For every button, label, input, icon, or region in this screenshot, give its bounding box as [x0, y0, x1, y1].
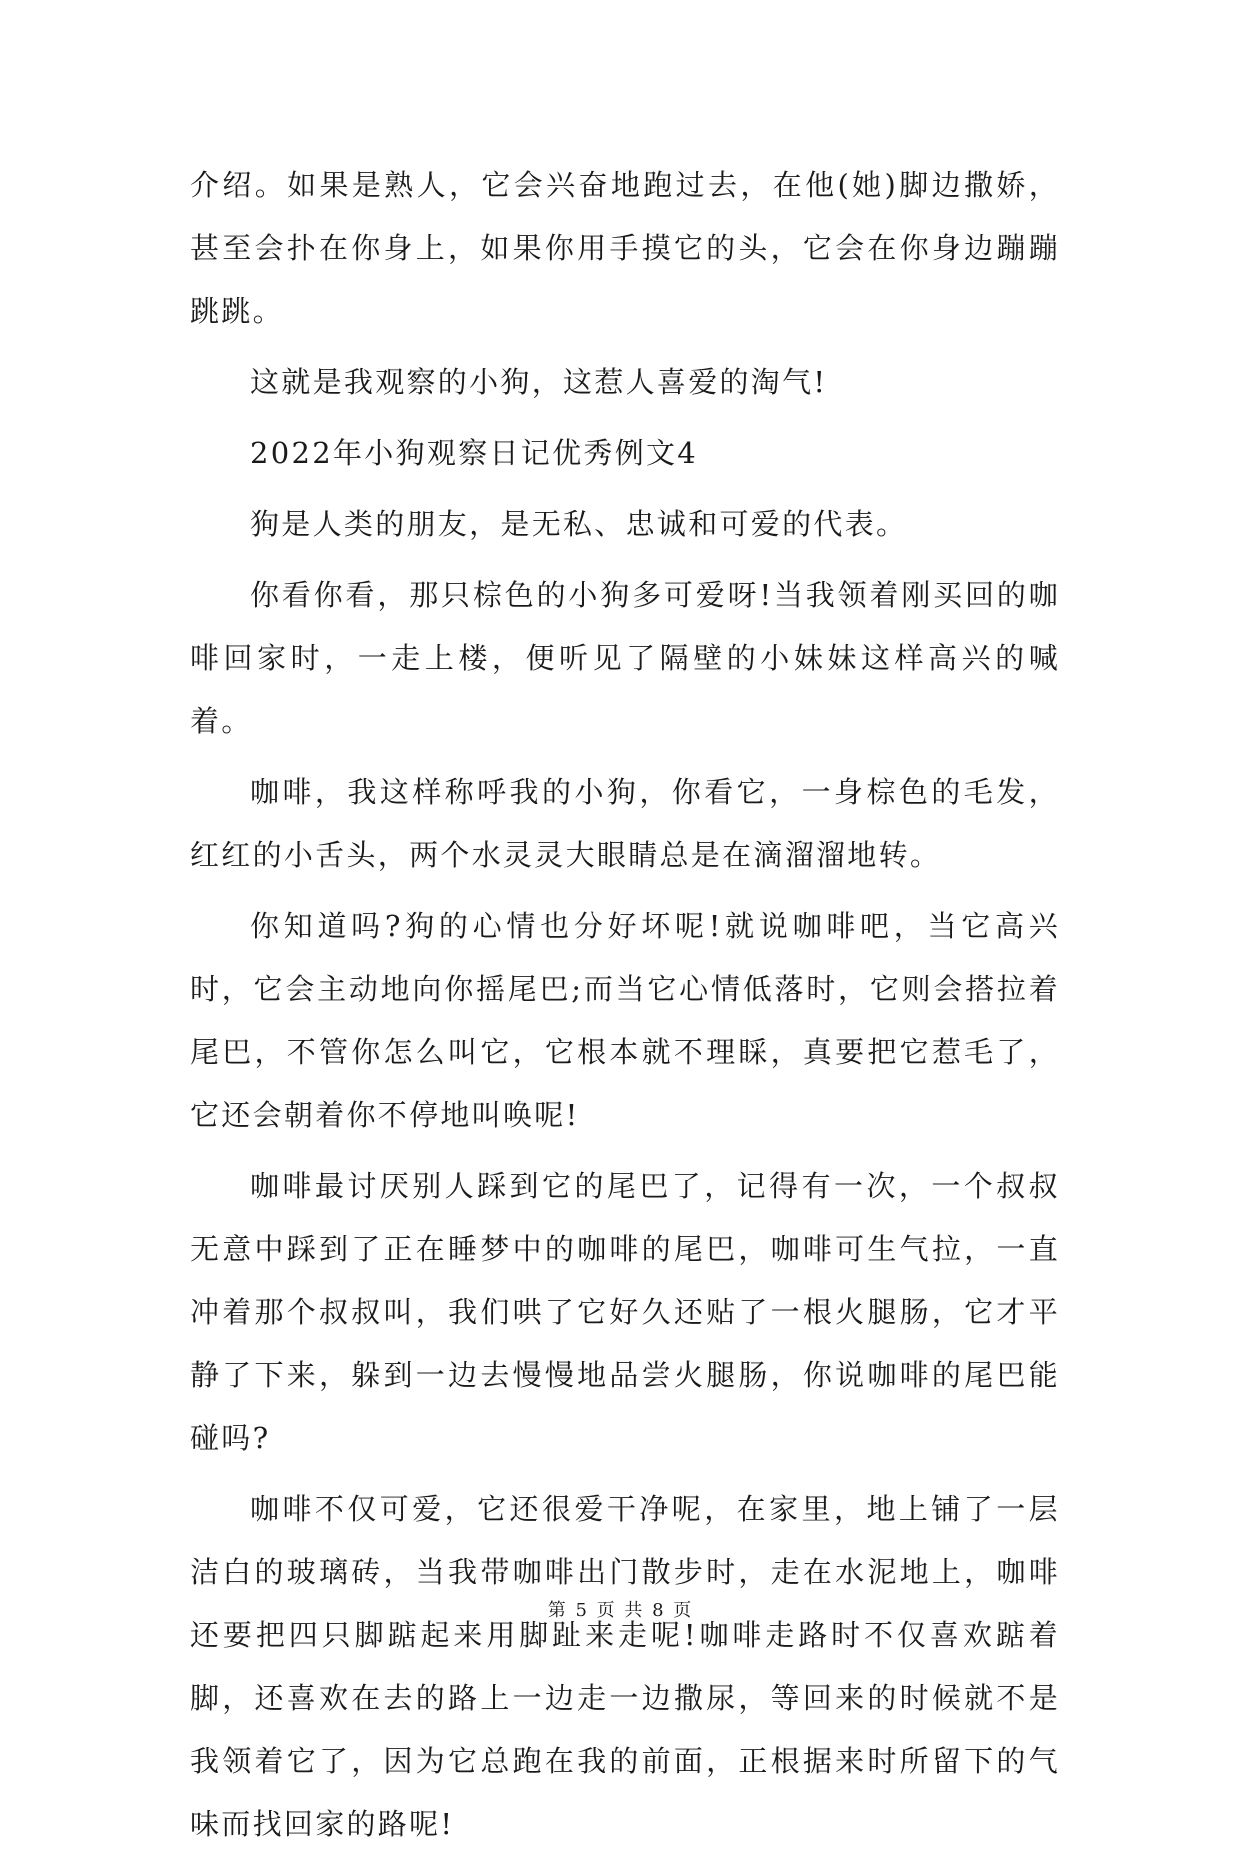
paragraph: 咖啡不仅可爱，它还很爱干净呢，在家里，地上铺了一层洁白的玻璃砖，当我带咖啡出门散步时，走在水泥地上，咖啡还要把四只脚踮起来用脚趾来走呢!咖啡走路时不仅喜欢踮着脚，还喜欢在去的路上一边走一边撒尿，等回来的时候就不是我领着它了，因为它总跑在我的前面，正根据来时所留下的气味而找回家的路呢!	[190, 1492, 1060, 1841]
paragraph: 你知道吗?狗的心情也分好坏呢!就说咖啡吧，当它高兴时，它会主动地向你摇尾巴;而当它心情低落时，它则会搭拉着尾巴，不管你怎么叫它，它根本就不理睬，真要把它惹毛了，它还会朝着你不停地叫唤呢!	[190, 909, 1060, 1132]
paragraph: 这就是我观察的小狗，这惹人喜爱的淘气!	[250, 365, 828, 399]
paragraph: 咖啡最讨厌别人踩到它的尾巴了，记得有一次，一个叔叔无意中踩到了正在睡梦中的咖啡的尾巴，咖啡可生气拉，一直冲着那个叔叔叫，我们哄了它好久还贴了一根火腿肠，它才平静了下来，躲到一边去慢慢地品尝火腿肠，你说咖啡的尾巴能碰吗?	[190, 1169, 1060, 1455]
paragraph: 你看你看，那只棕色的小狗多可爱呀!当我领着刚买回的咖啡回家时，一走上楼，便听见了隔壁的小妹妹这样高兴的喊着。	[190, 578, 1060, 738]
paragraph-continuation: 介绍。如果是熟人，它会兴奋地跑过去，在他(她)脚边撒娇，甚至会扑在你身上，如果你用手摸它的头，它会在你身边蹦蹦跳跳。	[190, 168, 1060, 328]
section-heading: 2022年小狗观察日记优秀例文4	[250, 436, 699, 470]
paragraph: 咖啡，我这样称呼我的小狗，你看它，一身棕色的毛发，红红的小舌头，两个水灵灵大眼睛总是在滴溜溜地转。	[190, 775, 1060, 872]
paragraph: 狗是人类的朋友，是无私、忠诚和可爱的代表。	[250, 507, 908, 541]
page-number-footer: 第 5 页 共 8 页	[547, 1600, 694, 1621]
